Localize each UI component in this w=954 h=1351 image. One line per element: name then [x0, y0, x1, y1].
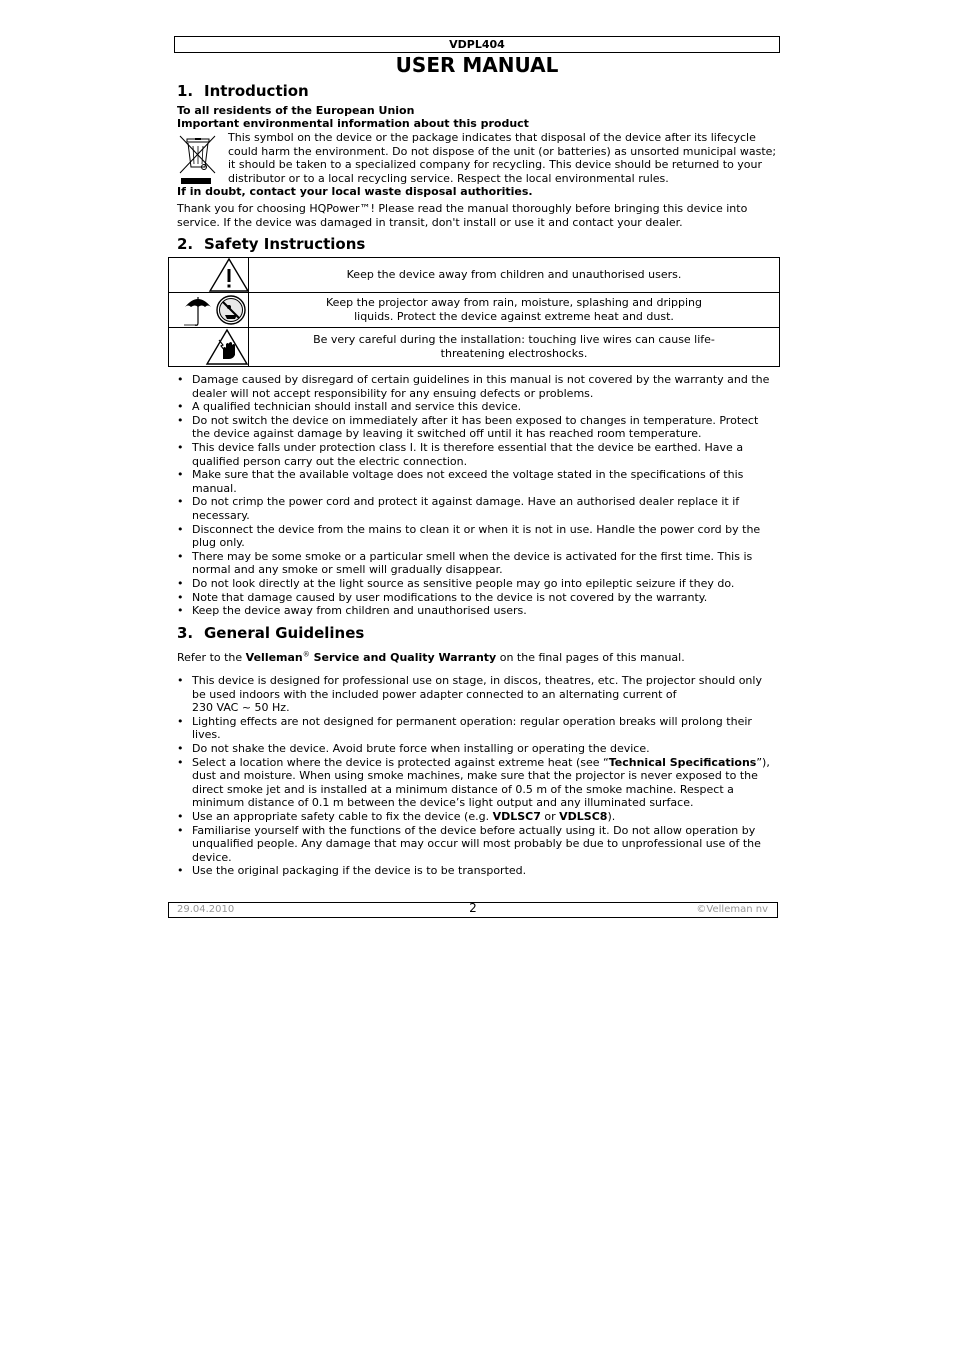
- list-item: [177, 756, 779, 810]
- list-item: • Lighting effects are not designed for permanent operation: regular operation breaks will prolong their lives.: [177, 715, 779, 742]
- warranty-name: Service and Quality Warranty: [309, 651, 497, 664]
- text-fragment: ).: [607, 809, 616, 823]
- section-title: Introduction: [204, 82, 309, 100]
- safety-icon-cell: [169, 293, 249, 328]
- safety-text-line: Keep the projector away from rain, moisture, splashing and dripping: [325, 296, 703, 310]
- document-title: USER MANUAL: [395, 53, 559, 77]
- list-item: • Use the original packaging if the device is to be transported.: [177, 864, 779, 878]
- safety-text-cell: [249, 293, 780, 328]
- list-item: • Do not switch the device on immediately after it has been exposed to changes in temperature. Protect the device against damage by leaving it switched off until it has reached room temperature.: [177, 414, 779, 441]
- electric-shock-icon: [169, 328, 248, 366]
- list-item: • Note that damage caused by user modifications to the device is not covered by the warranty.: [177, 591, 779, 605]
- text-fragment: This device is designed for professional use on stage, in discos, theatres, etc. The projector should only be used indoors with the included power adapter connected to an alternating current of: [192, 674, 762, 701]
- eu-residents-line: To all residents of the European Union: [177, 104, 415, 117]
- safety-bullet-list: [177, 373, 779, 618]
- safety-pictogram-table: [168, 257, 780, 367]
- text-fragment: Refer to the: [177, 651, 246, 664]
- list-item: • This device falls under protection class I. It is therefore essential that the device be earthed. Have a qualified person carry out the electric connection.: [177, 441, 779, 468]
- safety-text-line: threatening electroshocks.: [440, 347, 588, 360]
- safety-text-cell: Keep the device away from children and unauthorised users.: [249, 258, 780, 293]
- list-item: • Do not look directly at the light source as sensitive people may go into epileptic seizure if they do.: [177, 577, 779, 591]
- safety-text-line: Be very careful during the installation: touching live wires can cause life-: [313, 333, 715, 347]
- guidelines-bullet-list: [177, 674, 779, 878]
- section-introduction-heading: [177, 82, 309, 100]
- list-item: • Keep the device away from children and unauthorised users.: [177, 604, 779, 618]
- model-header: [174, 36, 780, 53]
- product-code: VDLSC7: [492, 809, 541, 823]
- list-item: • Disconnect the device from the mains to clean it or when it is not in use. Handle the power cord by the plug only.: [177, 523, 779, 550]
- list-item: • Familiarise yourself with the functions of the device before actually using it. Do not allow operation by unqualified people. Any damage that may occur will most probably be due to unprofessional use of the device.: [177, 824, 779, 865]
- text-fragment: Use an appropriate safety cable to fix the device (e.g.: [192, 809, 493, 823]
- model-number: VDPL404: [449, 38, 505, 51]
- safety-row: [169, 328, 780, 367]
- text-fragment: on the final pages of this manual.: [496, 651, 685, 664]
- list-item: [177, 674, 779, 715]
- section-title: General Guidelines: [204, 624, 365, 642]
- safety-row: [169, 293, 780, 328]
- footer-date: 29.04.2010: [177, 904, 235, 915]
- page-footer: [168, 902, 778, 918]
- safety-text-cell: [249, 328, 780, 367]
- weee-disposal-text: This symbol on the device or the package indicates that disposal of the device after its lifecycle could harm the environment. Do not dispose of the unit (or batteries) as unsorted municipal waste; it should be taken to a specialized company for recycling. This device should be returned to your distributor or to a local recycling service. Respect the local environmental rules.: [228, 131, 777, 185]
- environmental-info-line: Important environmental information about this product: [177, 117, 529, 130]
- spec-reference: Technical Specifications: [608, 755, 757, 769]
- product-code: VDLSC8: [559, 809, 608, 823]
- list-item: • Damage caused by disregard of certain guidelines in this manual is not covered by the warranty and the dealer will not accept responsibility for any ensuing defects or problems.: [177, 373, 779, 400]
- section-number: 3.: [177, 624, 194, 642]
- list-item: • Do not shake the device. Avoid brute force when installing or operating the device.: [177, 742, 779, 756]
- list-item: • A qualified technician should install and service this device.: [177, 400, 779, 414]
- text-fragment: or: [540, 809, 560, 823]
- voltage-spec: 230 VAC ~ 50 Hz.: [192, 701, 290, 715]
- list-item: • Do not crimp the power cord and protect it against damage. Have an authorised dealer replace it if necessary.: [177, 495, 779, 522]
- warning-triangle-icon: [169, 258, 248, 292]
- section-number: 1.: [177, 82, 194, 100]
- list-item: • There may be some smoke or a particular smell when the device is activated for the first time. This is normal and any smoke or smell will gradually disappear.: [177, 550, 779, 577]
- page-number: 2: [469, 901, 477, 915]
- warranty-reference-line: [177, 651, 777, 665]
- footer-copyright: ©Velleman nv: [696, 904, 768, 915]
- brand-name: Velleman: [245, 651, 303, 664]
- section-number: 2.: [177, 235, 194, 253]
- list-item: [177, 810, 779, 824]
- section-title: Safety Instructions: [204, 235, 366, 253]
- text-fragment: ”), dust and moisture. When using smoke machines, make sure that the projector is never exposed to the direct smoke jet and is installed at a minimum distance of 0.5 m of the smoke machine. Respect a minimum distance of 0.1 m between the device’s light output and any illuminated surface.: [192, 755, 770, 810]
- safety-row: [169, 258, 780, 293]
- safety-icon-cell: [169, 328, 249, 367]
- safety-icon-cell: [169, 258, 249, 293]
- crossed-out-bin-icon: [177, 133, 219, 185]
- section-safety-heading: [177, 235, 365, 253]
- registered-mark: ®: [302, 650, 310, 659]
- text-fragment: Select a location where the device is protected against extreme heat (see “: [192, 755, 609, 769]
- disposal-doubt-line: If in doubt, contact your local waste disposal authorities.: [177, 185, 533, 198]
- list-item: • Make sure that the available voltage does not exceed the voltage stated in the specifications of this manual.: [177, 468, 779, 495]
- safety-text-line: liquids. Protect the device against extreme heat and dust.: [354, 310, 674, 323]
- umbrella-no-liquids-icon: [169, 293, 248, 327]
- section-guidelines-heading: [177, 624, 364, 642]
- thank-you-paragraph: Thank you for choosing HQPower™! Please read the manual thoroughly before bringing this device into service. If the device was damaged in transit, don't install or use it and contact your dealer.: [177, 202, 748, 229]
